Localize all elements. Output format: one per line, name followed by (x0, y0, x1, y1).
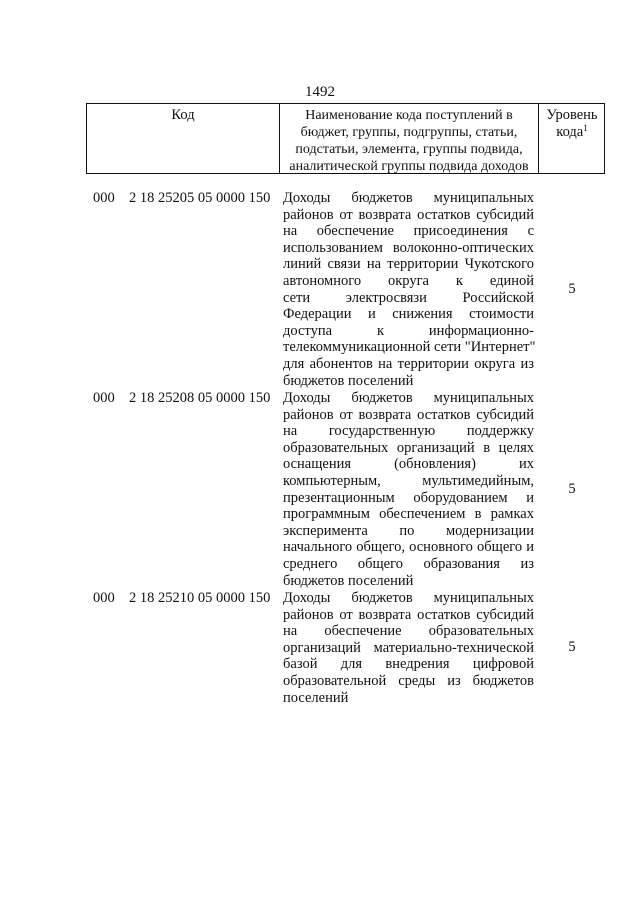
header-name-line: бюджет, группы, подгруппы, статьи, (300, 125, 518, 140)
table-header (86, 103, 605, 174)
name-line: бюджетов поселений (283, 572, 414, 589)
header-level-line2-wrap (539, 124, 605, 141)
header-name-cell (280, 104, 539, 173)
header-code-cell (87, 104, 280, 173)
name-line: районов от возврата остатков субсидий (283, 206, 534, 223)
header-level-footnote: 1 (583, 123, 588, 133)
name-cell (283, 190, 534, 389)
name-line: организаций материально-технической (283, 639, 534, 656)
name-cell (283, 590, 534, 706)
name-line: поселений (283, 689, 349, 706)
header-name-line: аналитической группы подвида доходов (289, 159, 529, 174)
name-line: на государственную поддержку (283, 423, 534, 440)
name-line: использованием волоконно-оптических (283, 239, 534, 256)
admin-code: 000 (93, 190, 115, 206)
name-line: презентационным оборудованием и (283, 489, 534, 506)
name-line: автономного округа к единой (283, 272, 534, 289)
header-level-line1: Уровень (546, 107, 598, 123)
name-line: районов от возврата остатков субсидий (283, 606, 534, 623)
name-line: Доходы бюджетов муниципальных (283, 390, 534, 406)
header-name-line: подстатьи, элемента, группы подвида, (295, 142, 523, 157)
name-line: линий связи на территории Чукотского (283, 256, 534, 273)
name-line: доступа к информационно- (283, 322, 534, 339)
name-line: образовательных организаций в целях (283, 439, 534, 456)
income-code: 2 18 25208 05 0000 150 (129, 390, 271, 406)
name-line: бюджетов поселений (283, 372, 414, 389)
name-line: Доходы бюджетов муниципальных (283, 190, 534, 206)
income-code: 2 18 25210 05 0000 150 (129, 590, 271, 606)
level-cell: 5 (568, 281, 576, 297)
name-line: эксперимента по модернизации (283, 522, 534, 539)
code-cell (93, 390, 270, 407)
name-line: программным обеспечением в рамках (283, 506, 534, 523)
income-code: 2 18 25205 05 0000 150 (129, 190, 271, 206)
header-code-label: Код (171, 107, 195, 123)
name-line: телекоммуникационной сети "Интернет" (283, 339, 536, 356)
header-name-line: Наименование кода поступлений в (305, 108, 513, 123)
name-line: на обеспечение образовательных (283, 623, 534, 640)
level-cell: 5 (568, 639, 576, 655)
page-number: 1492 (305, 84, 335, 100)
name-line: среднего общего образования из (283, 555, 534, 572)
admin-code: 000 (93, 590, 115, 606)
code-cell (93, 190, 270, 207)
name-line: сети электросвязи Российской (283, 289, 534, 306)
name-line: на обеспечение присоединения с (283, 223, 534, 240)
level-cell: 5 (568, 481, 576, 497)
admin-code: 000 (93, 390, 115, 406)
code-cell (93, 590, 270, 607)
name-line: районов от возврата остатков субсидий (283, 406, 534, 423)
name-cell (283, 390, 534, 589)
name-line: для абонентов на территории округа из (283, 355, 534, 372)
name-line: начального общего, основного общего и (283, 539, 534, 556)
name-line: Доходы бюджетов муниципальных (283, 590, 534, 606)
name-line: оснащения (обновления) их (283, 456, 534, 473)
name-line: базой для внедрения цифровой (283, 656, 534, 673)
header-level-line2: кода (556, 124, 584, 140)
name-line: компьютерным, мультимедийным, (283, 472, 534, 489)
header-level-cell (539, 104, 605, 173)
name-line: образовательной среды из бюджетов (283, 672, 534, 689)
name-line: Федерации и снижения стоимости (283, 306, 534, 323)
